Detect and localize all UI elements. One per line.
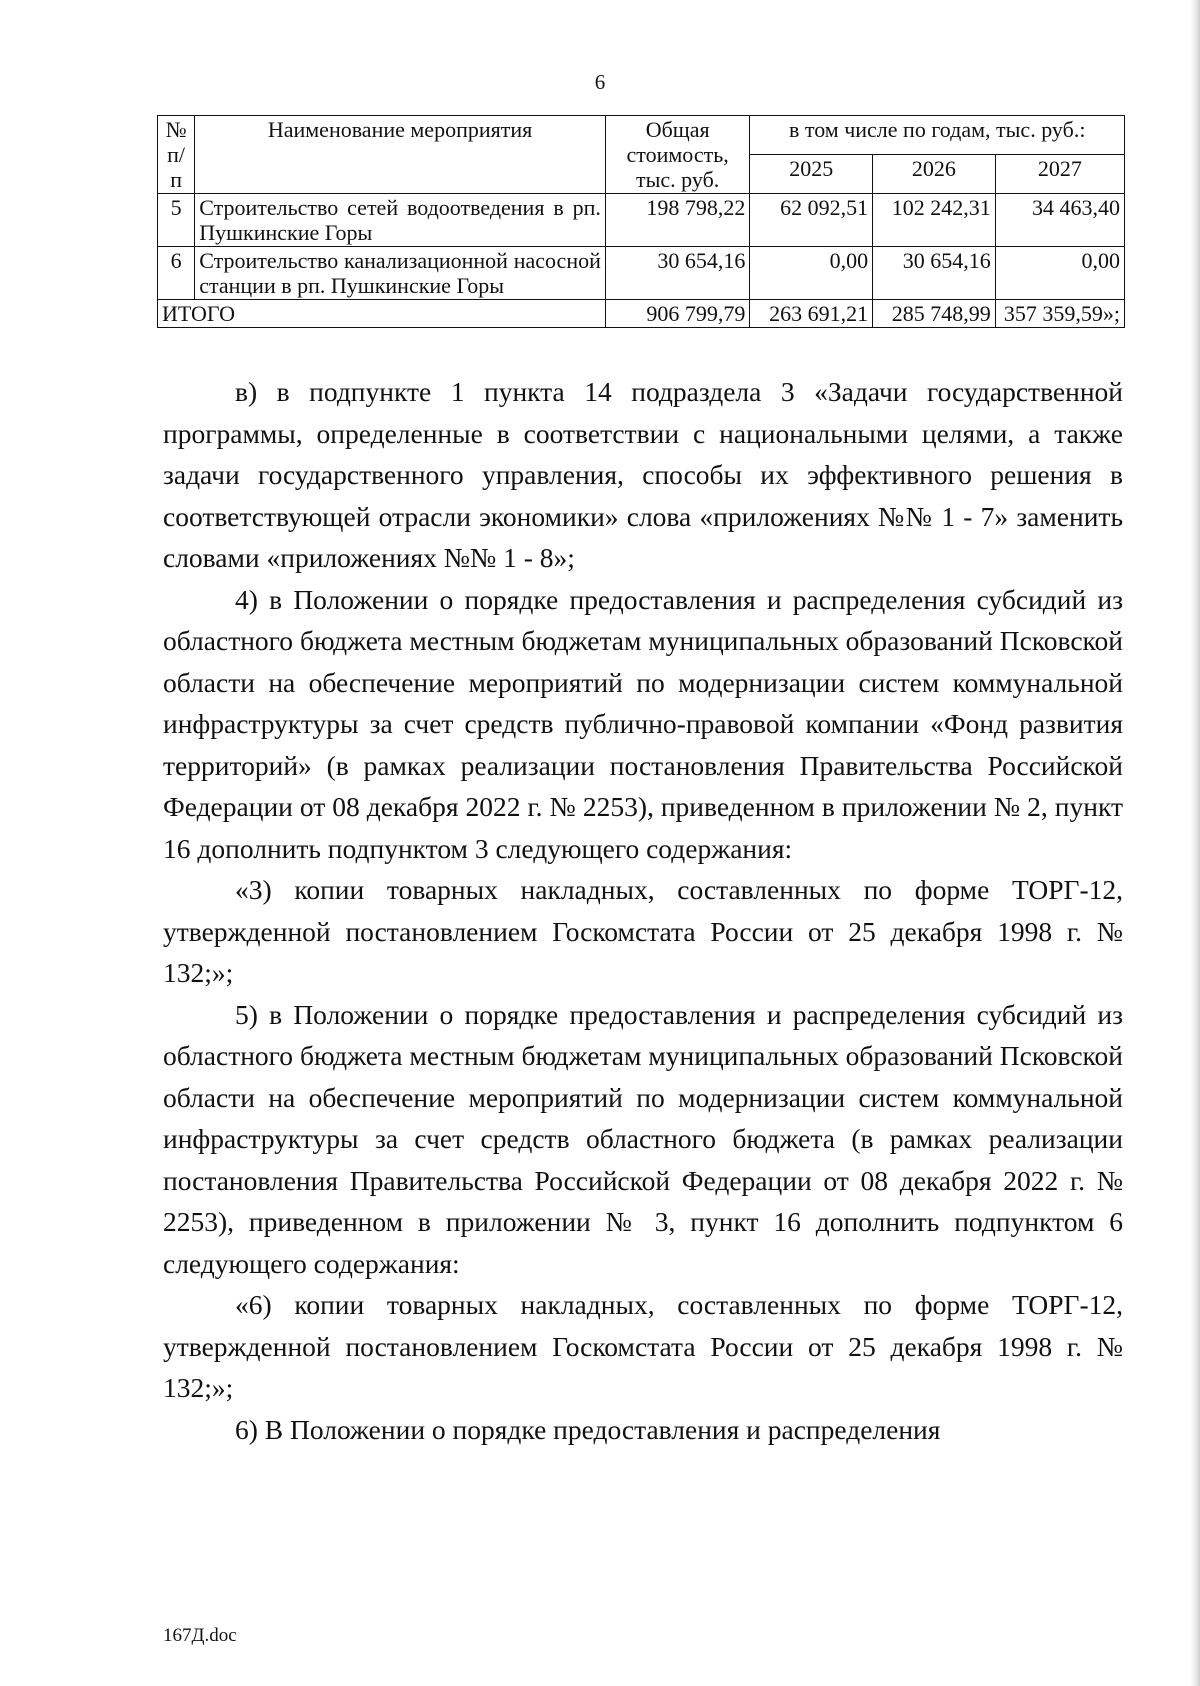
row-num: 6	[158, 247, 195, 300]
page-number: 6	[594, 70, 606, 94]
header-year-2027: 2027	[995, 155, 1124, 194]
row-2025: 0,00	[750, 247, 873, 300]
row-name: Строительство сетей водоотведения в рп. Пушкинские Горы	[195, 194, 606, 247]
total-2025: 263 691,21	[750, 300, 873, 328]
row-num: 5	[158, 194, 195, 247]
paragraph-quote-6: «6) копии товарных накладных, составленных по форме ТОРГ-12, утвержденной постановлением Госкомстата России от 25 декабря 1998 г. № 132;»;	[163, 1289, 1123, 1403]
table-total-row	[158, 300, 1125, 328]
body-text	[163, 371, 1123, 1450]
header-year-2025: 2025	[750, 155, 873, 194]
paragraph-v: в) в подпункте 1 пункта 14 подраздела 3 «Задачи государственной программы, определенные в соответствии с национальными целями, а также задачи государственного управления, способы их эффективного решения в соответствующей отрасли экономики» слова «приложениях №№ 1 - 7» заменить словами «приложениях №№ 1 - 8»;	[163, 376, 1123, 573]
scan-edge	[1190, 0, 1200, 1686]
row-total: 198 798,22	[605, 194, 750, 247]
header-total: Общая стоимость, тыс. руб.	[605, 116, 750, 194]
total-sum: 906 799,79	[605, 300, 750, 328]
header-by-years: в том числе по годам, тыс. руб.:	[750, 116, 1125, 155]
header-name: Наименование мероприятия	[195, 116, 606, 194]
paragraph-4: 4) в Положении о порядке предоставления и распределения субсидий из областного бюджета местным бюджетам муниципальных образований Псковской области на обеспечение мероприятий по модернизации систем коммунальной инфраструктуры за счет средств публично-правовой компании «Фонд развития территорий» (в рамках реализации постановления Правительства Российской Федерации от 08 декабря 2022 г. № 2253), приведенном в приложении № 2, пункт 16 дополнить подпунктом 3 следующего содержания:	[163, 583, 1123, 864]
table-row	[158, 247, 1125, 300]
total-label: ИТОГО	[158, 300, 606, 328]
row-name: Строительство канализационной насосной станции в рп. Пушкинские Горы	[195, 247, 606, 300]
footer-doc-name: 167Д.doc	[163, 1625, 237, 1646]
row-2027: 0,00	[995, 247, 1124, 300]
table-header-row	[158, 116, 1125, 155]
paragraph-5: 5) в Положении о порядке предоставления и распределения субсидий из областного бюджета местным бюджетам муниципальных образований Псковской области на обеспечение мероприятий по модернизации систем коммунальной инфраструктуры за счет средств областного бюджета (в рамках реализации постановления Правительства Российской Федерации от 08 декабря 2022 г. № 2253), приведенном в приложении № 3, пункт 16 дополнить подпунктом 6 следующего содержания:	[163, 998, 1123, 1279]
row-2027: 34 463,40	[995, 194, 1124, 247]
row-2025: 62 092,51	[750, 194, 873, 247]
table-row	[158, 194, 1125, 247]
header-year-2026: 2026	[873, 155, 996, 194]
paragraph-6: 6) В Положении о порядке предоставления и распределения	[235, 1413, 941, 1445]
total-2026: 285 748,99	[873, 300, 996, 328]
row-2026: 102 242,31	[873, 194, 996, 247]
row-total: 30 654,16	[605, 247, 750, 300]
row-2026: 30 654,16	[873, 247, 996, 300]
paragraph-quote-3: «3) копии товарных накладных, составленных по форме ТОРГ-12, утвержденной постановлением Госкомстата России от 25 декабря 1998 г. № 132;»;	[163, 874, 1123, 988]
total-2027: 357 359,59»;	[995, 300, 1124, 328]
header-num: № п/п	[158, 116, 195, 194]
activities-table	[157, 115, 1125, 328]
